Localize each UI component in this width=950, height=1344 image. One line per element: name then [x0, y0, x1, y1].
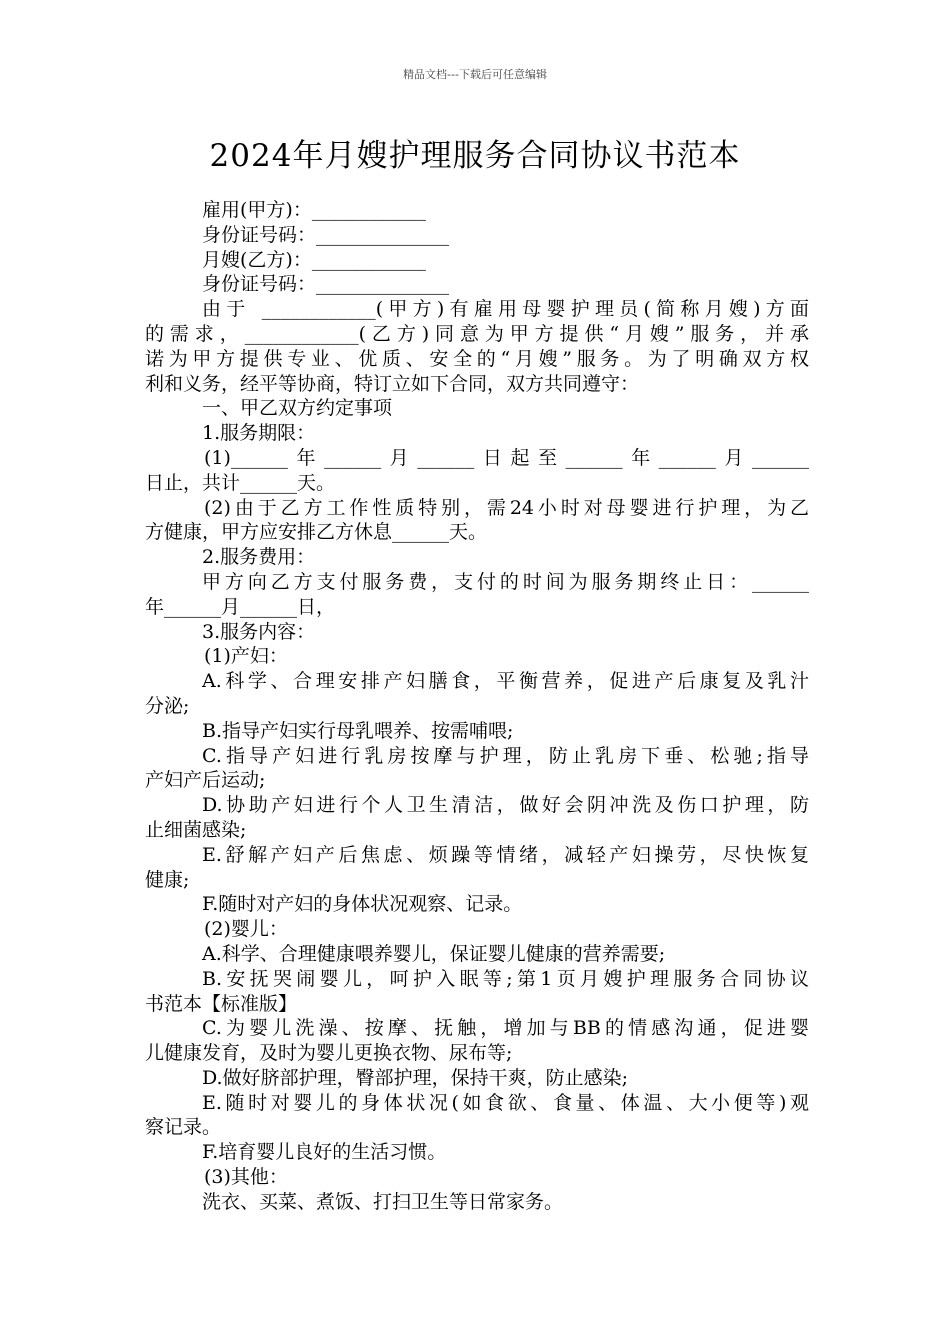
preamble-line: 的需求，____________(乙方)同意为甲方提供“月嫂”服务，并承	[145, 322, 809, 345]
list-item-line: C.为婴儿洗澡、按摩、抚触，增加与BB的情感沟通，促进婴	[202, 1017, 809, 1040]
document-body	[145, 198, 809, 1215]
list-item-line: 止细菌感染;	[145, 818, 247, 841]
list-item-line: A.科学、合理安排产妇膳食，平衡营养，促进产后康复及乳汁	[202, 670, 809, 693]
list-item-line: 分泌;	[145, 694, 190, 717]
subclause-heading: (2)婴儿：	[204, 918, 288, 941]
party-a-employer: 雇用(甲方)：____________	[202, 199, 426, 221]
clause-heading: 2.服务费用：	[202, 546, 316, 569]
list-item-line: D.协助产妇进行个人卫生清洁，做好会阴冲洗及伤口护理，防	[202, 794, 809, 817]
list-item-line: 健康;	[145, 868, 190, 891]
list-item-line: 儿健康发育，及时为婴儿更换衣物、尿布等;	[145, 1042, 513, 1065]
party-b-maternity-matron: 月嫂(乙方)：____________	[202, 248, 426, 271]
list-item-line: D.做好脐部护理，臀部护理，保持干爽，防止感染;	[202, 1066, 628, 1089]
preamble-line: 利和义务，经平等协商，特订立如下合同，双方共同遵守：	[145, 372, 640, 395]
list-item-line: F.培育婴儿良好的生活习惯。	[202, 1141, 447, 1164]
list-item-line: B.安抚哭闹婴儿，呵护入眠等;第1页月嫂护理服务合同协议	[202, 967, 809, 990]
section-heading: 一、甲乙双方约定事项	[202, 397, 393, 420]
preamble-line: 诺为甲方提供专业、优质、安全的“月嫂”服务。为了明确双方权	[145, 347, 809, 370]
list-item-line: 察记录。	[145, 1116, 222, 1139]
clause-line: 甲方向乙方支付服务费，支付的时间为服务期终止日：______	[202, 570, 809, 593]
list-item-line: B.指导产妇实行母乳喂养、按需哺喂;	[202, 719, 514, 742]
list-item-line: E.随时对婴儿的身体状况(如食欲、食量、体温、大小便等)观	[202, 1091, 809, 1114]
clause-line: 日止，共计______天。	[145, 471, 336, 494]
subclause-heading: (1)产妇：	[204, 645, 288, 668]
list-item-line: E.舒解产妇产后焦虑、烦躁等情绪，减轻产妇操劳，尽快恢复	[202, 843, 809, 866]
preamble-line: 由于 ____________(甲方)有雇用母婴护理员(简称月嫂)方面	[202, 298, 809, 321]
clause-line: (2)由于乙方工作性质特别，需24小时对母婴进行护理，为乙	[204, 496, 809, 519]
subclause-heading: (3)其他：	[204, 1166, 288, 1189]
document-title: 2024年月嫂护理服务合同协议书范本	[209, 138, 741, 174]
list-item-line: F.随时对产妇的身体状况观察、记录。	[202, 893, 523, 916]
page-header-note: 精品文档---下载后可任意编辑	[403, 68, 547, 81]
list-item-line: 洗衣、买菜、煮饭、打扫卫生等日常家务。	[202, 1190, 564, 1213]
clause-line: 方健康，甲方应安排乙方休息______天。	[145, 521, 488, 544]
clause-heading: 1.服务期限：	[202, 422, 316, 445]
list-item-line: C.指导产妇进行乳房按摩与护理，防止乳房下垂、松驰;指导	[202, 744, 809, 767]
list-item-line: A.科学、合理健康喂养婴儿，保证婴儿健康的营养需要;	[202, 942, 666, 965]
clause-line: (1)______年______月______日起至______年______月______	[204, 446, 809, 469]
clause-heading: 3.服务内容：	[202, 620, 316, 643]
clause-line: 年______月______日，	[145, 595, 336, 618]
list-item-line: 产妇产后运动;	[145, 769, 266, 792]
party-a-id-number: 身份证号码：______________	[202, 223, 450, 246]
list-item-line: 书范本【标准版】	[145, 992, 298, 1015]
party-b-id-number: 身份证号码：______________	[202, 273, 450, 296]
